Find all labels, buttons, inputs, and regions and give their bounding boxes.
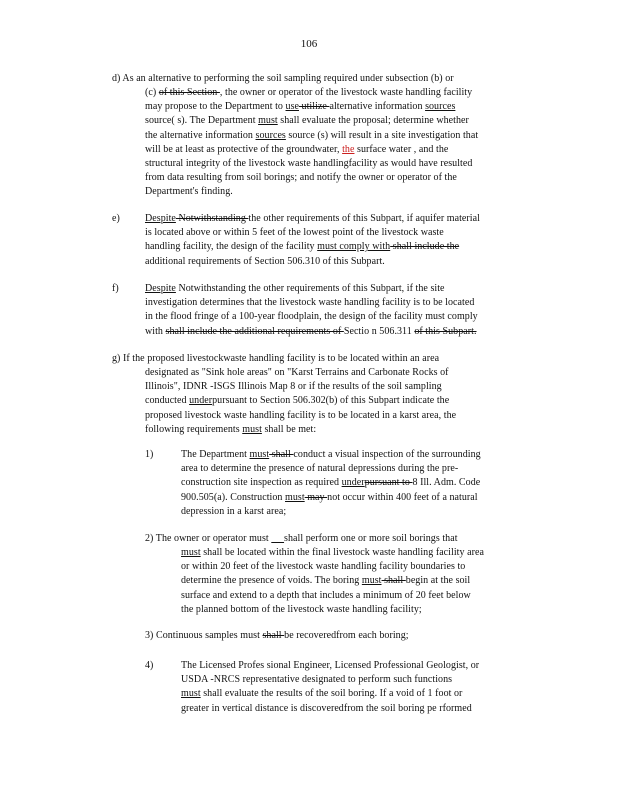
item-3: 3) Continuous samples must shall be recoveredfrom each boring; bbox=[145, 630, 409, 641]
inserted-text: must bbox=[249, 449, 270, 460]
inserted-text: Despite bbox=[145, 213, 176, 224]
inserted-text: must bbox=[242, 423, 262, 435]
paragraph-f-label: f) bbox=[112, 283, 119, 294]
deleted-text: shall include the bbox=[390, 241, 460, 253]
inserted-text: under bbox=[189, 395, 213, 407]
paragraph-d-line-1: d) As an alternative to performing the soil sampling required under subsection (b) or bbox=[112, 73, 454, 84]
item-4-label: 4) bbox=[145, 660, 154, 671]
inserted-text: must bbox=[258, 115, 278, 127]
inserted-text: must bbox=[361, 575, 382, 587]
inserted-text: must bbox=[181, 547, 201, 558]
deleted-text: Notwithstanding bbox=[175, 213, 249, 224]
item-1-label: 1) bbox=[145, 449, 154, 460]
item-2: 2) The owner or operator must shall perform one or more soil borings that bbox=[145, 533, 458, 544]
paragraph-e-label: e) bbox=[112, 213, 120, 224]
inserted-text: under bbox=[341, 477, 365, 489]
paragraph-g-body: designated as "Sink hole areas" on "Karst Terrains and Carbonate Rocks of Illinois", IDNR -ISGS Illinois Map 8 or if the results of the soil sampling conducted underpursuant to Section 506.302(b) of this Subpart indicate the proposed livestock waste handling facility is to be located in a karst area, the following requirements must shall be met: bbox=[145, 367, 457, 435]
deleted-text: of this Subpart. bbox=[414, 325, 477, 337]
paragraph-g: g) If the proposed livestockwaste handling facility is to be located within an area bbox=[112, 353, 440, 364]
deleted-text: shall bbox=[381, 575, 406, 587]
inserted-text: sources bbox=[255, 129, 286, 141]
paragraph-e: Despite Notwithstanding the other requirements of this Subpart, if aquifer material is located above or within 5 feet of the lowest point of the livestock waste handling facility, the design of the facility must comply with shall include the additional requirements of Section 506.310 of this Subpart. bbox=[145, 213, 480, 267]
paragraph-f: Despite Notwithstanding the other requirements of this Subpart, if the site investigation determines that the livestock waste handling facility is to be located in the flood fringe of a 100-year floodplain, the design of the facility must comply with shall include the additional requirements of Sectio n 506.311 of this Subpart. bbox=[145, 283, 478, 337]
inserted-text: sources bbox=[425, 101, 456, 113]
deleted-text: utilize bbox=[299, 101, 330, 113]
inserted-blank bbox=[271, 533, 284, 544]
deleted-text: may bbox=[304, 491, 328, 503]
deleted-text: of this Section bbox=[158, 87, 220, 98]
item-2-body: must shall be located within the final livestock waste handling facility area or within 20 feet of the livestock waste handling facility boundaries to determine the presence of voids. The boring must shall begin at the soil surface and extend to a depth that includes a minimum of 20 feet below the planned bottom of the livestock waste handling facility; bbox=[181, 547, 484, 615]
inserted-text: must comply with bbox=[317, 241, 391, 253]
deleted-text: shall bbox=[269, 449, 294, 460]
deleted-text: pursuant to bbox=[364, 477, 413, 489]
item-1: The Department must shall conduct a visual inspection of the surrounding area to determine the presence of natural depressions during the pre- construction site inspection as required underpursuant to 8 Ill. Adm. Code 900.505(a). Construction must may not occur within 400 feet of a natural depression in a karst area; bbox=[181, 449, 481, 517]
item-4: The Licensed Profes sional Engineer, Licensed Professional Geologist, or USDA -NRCS representative designated to perform such functions must shall evaluate the results of the soil boring. If a void of 1 foot or greater in vertical distance is discoveredfrom the soil boring pe rformed bbox=[181, 660, 480, 714]
paragraph-d-body: (c) of this Section , the owner or operator of the livestock waste handling facility may propose to the Department to use utilize alternative information sources source( s). The Department must shall evaluate the proposal; determine whether the alternative information sources source (s) will result in a site investigation that will be at least as protective of the groundwater, the surface water , and the structural integrity of the livestock waste handlingfacility as would have resulted from data resulting from soil borings; and notify the owner or operator of the Department's finding. bbox=[145, 87, 479, 198]
deleted-text: shall bbox=[262, 630, 285, 641]
inserted-text: Despite bbox=[145, 283, 176, 294]
paragraph-d bbox=[112, 72, 532, 86]
deleted-text: shall include the additional requirements of bbox=[165, 325, 344, 337]
inserted-text: use bbox=[285, 101, 299, 113]
inserted-text: must bbox=[181, 688, 201, 700]
page-number: 106 bbox=[300, 38, 318, 50]
inserted-text: must bbox=[285, 491, 305, 503]
inserted-text-red: the bbox=[342, 143, 355, 155]
